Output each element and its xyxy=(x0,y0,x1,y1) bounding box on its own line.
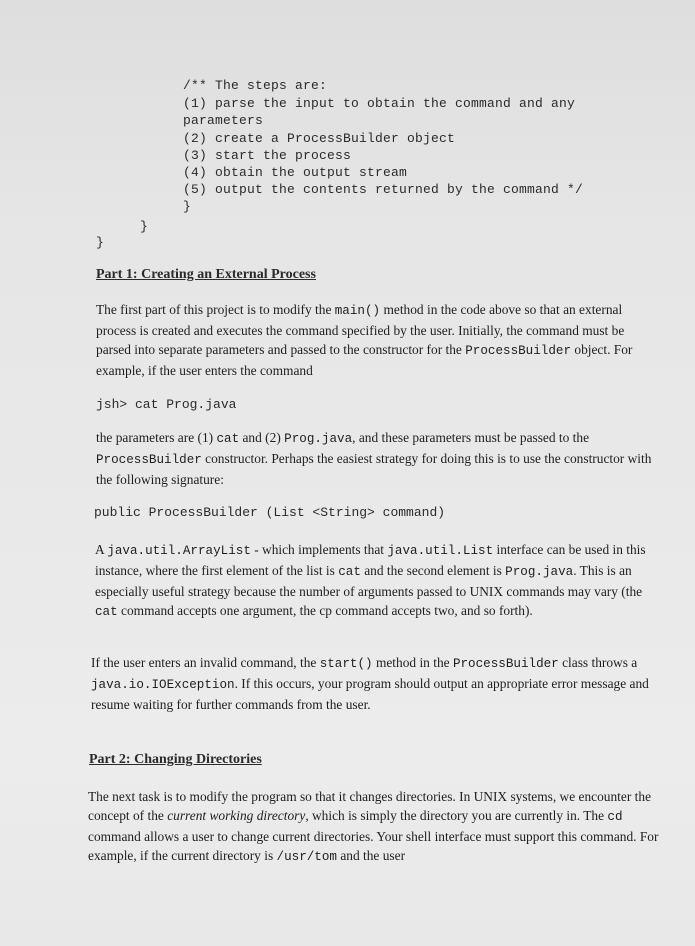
code-line: (5) output the contents returned by the command */ xyxy=(183,182,584,197)
code-line: (1) parse the input to obtain the command and any xyxy=(183,96,576,111)
part1-paragraph-3: A java.util.ArrayList - which implements that java.util.List interface can be used in this instance, where the first element of the list is cat and the second element is Prog.java. This is an especially useful strategy because the number of arguments passed to UNIX commands may vary (the cat command accepts one argument, the cp command accepts two, and so forth). xyxy=(95,542,646,619)
part2-paragraph-1: The next task is to modify the program so that it changes directories. In UNIX systems, we encounter the concept of the current working directory, which is simply the directory you are currently in. The cd command allows a user to change current directories. Your shell interface must support this command. For example, if the current directory is /usr/tom and the user xyxy=(88,789,659,864)
code-line: (2) create a ProcessBuilder object xyxy=(183,131,456,146)
code-line: (3) start the process xyxy=(183,148,352,163)
constructor-signature: public ProcessBuilder (List <String> command) xyxy=(94,505,446,520)
part1-paragraph-1: The first part of this project is to modify the main() method in the code above so that an external process is created and executes the command specified by the user. Initially, the command must be parsed into separate parameters and passed to the constructor for the ProcessBuilder object. For example, if the user enters the command xyxy=(96,302,633,378)
part1-paragraph-2: the parameters are (1) cat and (2) Prog.java, and these parameters must be passed to the ProcessBuilder constructor. Perhaps the easiest strategy for doing this is to use the constructor with the following signature: xyxy=(96,430,652,487)
code-line: parameters xyxy=(183,113,264,128)
code-line: (4) obtain the output stream xyxy=(183,165,408,180)
code-line: /** The steps are: xyxy=(183,78,328,93)
part2-heading: Part 2: Changing Directories xyxy=(89,752,262,767)
closing-brace: } xyxy=(140,219,148,234)
closing-brace: } xyxy=(96,235,104,250)
code-line: } xyxy=(183,199,192,214)
part1-paragraph-4: If the user enters an invalid command, the start() method in the ProcessBuilder class throws a java.io.IOException. If this occurs, your program should output an appropriate error message and resume waiting for further commands from the user. xyxy=(91,655,649,712)
part1-heading: Part 1: Creating an External Process xyxy=(96,267,316,282)
example-command: jsh> cat Prog.java xyxy=(96,397,237,412)
